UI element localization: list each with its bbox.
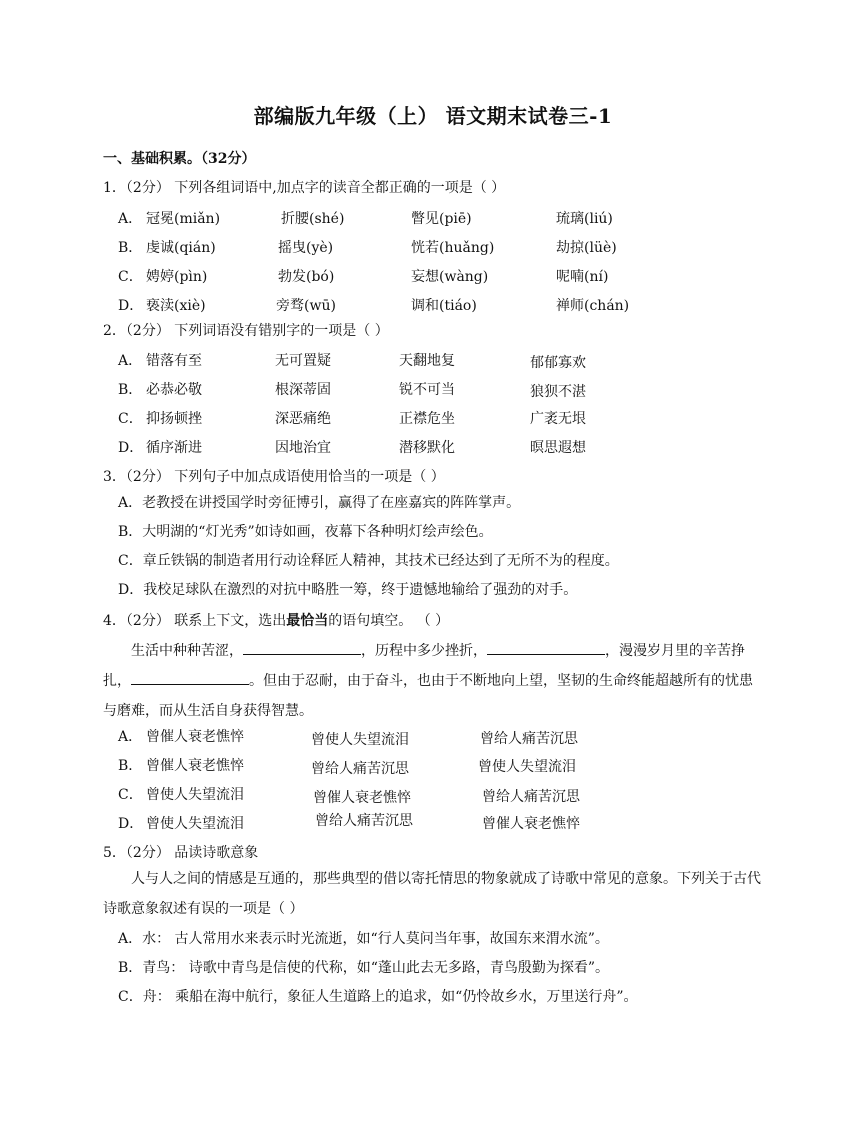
- fill-blank: [487, 640, 605, 655]
- option-item: 勃发(bó): [278, 269, 335, 285]
- question-2-stem: 2．（2分） 下列词语没有错别字的一项是（ ）: [103, 323, 389, 339]
- option-item: 曾催人衰老憔悴: [146, 729, 244, 745]
- option-sentence: B．大明湖的“灯光秀”如诗如画，夜幕下各种明灯绘声绘色。: [118, 524, 493, 540]
- option-sentence: C．舟： 乘船在海中航行，象征人生道路上的追求，如“仍怜故乡水，万里送行舟”。: [118, 989, 638, 1005]
- option-item: 恍若(huǎng): [411, 240, 495, 256]
- passage-text: 生活中种种苦涩，: [131, 643, 243, 659]
- option-item: 呢喃(ní): [556, 269, 609, 285]
- option-item: 错落有至: [146, 353, 202, 369]
- option-item: 旁骛(wū): [276, 298, 336, 314]
- option-item: 曾使人失望流泪: [478, 759, 576, 775]
- option-item: 虔诚(qián): [146, 240, 216, 256]
- option-label: A．: [118, 729, 143, 745]
- option-item: 调和(tiáo): [411, 298, 477, 314]
- option-label: C．: [118, 269, 143, 285]
- option-label: A．: [118, 211, 143, 227]
- option-item: 锐不可当: [399, 382, 455, 398]
- section-heading: 一、基础积累。（32分）: [103, 151, 256, 167]
- stem-text: 4．（2分） 联系上下文，选出: [103, 613, 287, 629]
- question-3-stem: 3．（2分） 下列句子中加点成语使用恰当的一项是（ ）: [103, 469, 445, 485]
- option-item: 抑扬顿挫: [146, 411, 202, 427]
- option-item: 曾使人失望流泪: [311, 732, 409, 748]
- question-5-stem: 5．（2分） 品读诗歌意象: [103, 845, 259, 861]
- passage-text: 。但由于忍耐，由于奋斗，也由于不断地向上望，坚韧的生命终能超越所有的忧患与磨难，而从生活自身获得智慧。: [103, 673, 753, 719]
- question-4-stem: [103, 610, 449, 630]
- option-item: 琉璃(liú): [556, 211, 613, 227]
- option-item: 狼狈不湛: [530, 384, 586, 400]
- option-item: 循序渐进: [146, 440, 202, 456]
- option-item: 广袤无垠: [530, 411, 586, 427]
- passage-text: ，历程中多少挫折，: [361, 643, 487, 659]
- option-label: D．: [118, 816, 144, 832]
- option-sentence: D．我校足球队在激烈的对抗中略胜一筹，终于遗憾地输给了强劲的对手。: [118, 582, 578, 598]
- option-item: 正襟危坐: [399, 411, 455, 427]
- option-item: 娉婷(pìn): [146, 269, 208, 285]
- page-title: 部编版九年级（上） 语文期末试卷三-1: [253, 104, 613, 128]
- option-item: 天翻地复: [399, 353, 455, 369]
- option-sentence: A．老教授在讲授国学时旁征博引，赢得了在座嘉宾的阵阵掌声。: [118, 495, 521, 511]
- option-sentence: B．青鸟： 诗歌中青鸟是信使的代称，如“蓬山此去无多路，青鸟殷勤为探看”。: [118, 960, 610, 976]
- fill-blank: [243, 640, 361, 655]
- option-label: C．: [118, 787, 143, 803]
- option-item: 曾给人痛苦沉思: [311, 761, 409, 777]
- option-label: B．: [118, 758, 143, 774]
- option-item: 深恶痛绝: [275, 411, 331, 427]
- option-item: 摇曳(yè): [278, 240, 334, 256]
- option-item: 曾使人失望流泪: [146, 787, 244, 803]
- option-item: 郁郁寡欢: [530, 355, 586, 371]
- option-item: 必恭必敬: [146, 382, 202, 398]
- option-item: 根深蒂固: [275, 382, 331, 398]
- stem-emphasis: 最恰当: [286, 613, 329, 629]
- option-item: 曾使人失望流泪: [146, 816, 244, 832]
- stem-text: 的语句填空。 （ ）: [328, 613, 450, 629]
- option-item: 曾催人衰老憔悴: [482, 816, 580, 832]
- option-sentence: C．章丘铁锅的制造者用行动诠释匠人精神，其技术已经达到了无所不为的程度。: [118, 553, 619, 569]
- option-label: D．: [118, 440, 144, 456]
- option-item: 曾给人痛苦沉思: [482, 789, 580, 805]
- option-label: C．: [118, 411, 143, 427]
- question-1-stem: 1．（2分） 下列各组词语中,加点字的读音全都正确的一项是（ ）: [103, 180, 506, 196]
- option-item: 无可置疑: [275, 353, 331, 369]
- option-item: 曾给人痛苦沉思: [480, 731, 578, 747]
- option-sentence: A．水： 古人常用水来表示时光流逝，如“行人莫问当年事，故国东来渭水流”。: [118, 931, 609, 947]
- option-item: 劫掠(lüè): [556, 240, 617, 256]
- option-item: 瞥见(piē): [411, 211, 472, 227]
- option-item: 曾给人痛苦沉思: [315, 813, 413, 829]
- option-label: B．: [118, 240, 143, 256]
- option-item: 潜移默化: [399, 440, 455, 456]
- question-5-passage: 人与人之间的情感是互通的，那些典型的借以寄托情思的物象就成了诗歌中常见的意象。下列关于古代诗歌意象叙述有误的一项是（ ）: [103, 871, 761, 917]
- option-label: A．: [118, 353, 143, 369]
- option-label: D．: [118, 298, 144, 314]
- option-item: 曾催人衰老憔悴: [313, 790, 411, 806]
- option-item: 禅师(chán): [556, 298, 630, 314]
- option-item: 折腰(shé): [281, 211, 345, 227]
- option-item: 妄想(wàng): [411, 269, 489, 285]
- option-label: B．: [118, 382, 143, 398]
- option-item: 因地治宜: [275, 440, 331, 456]
- question-4-passage: [103, 636, 763, 726]
- option-item: 亵渎(xiè): [146, 298, 206, 314]
- option-item: 暝思遐想: [530, 440, 586, 456]
- fill-blank: [131, 670, 249, 685]
- passage-text: ，漫漫岁月里的辛苦挣扎，: [103, 643, 745, 689]
- option-item: 冠冕(miǎn): [146, 211, 221, 227]
- option-item: 曾催人衰老憔悴: [146, 758, 244, 774]
